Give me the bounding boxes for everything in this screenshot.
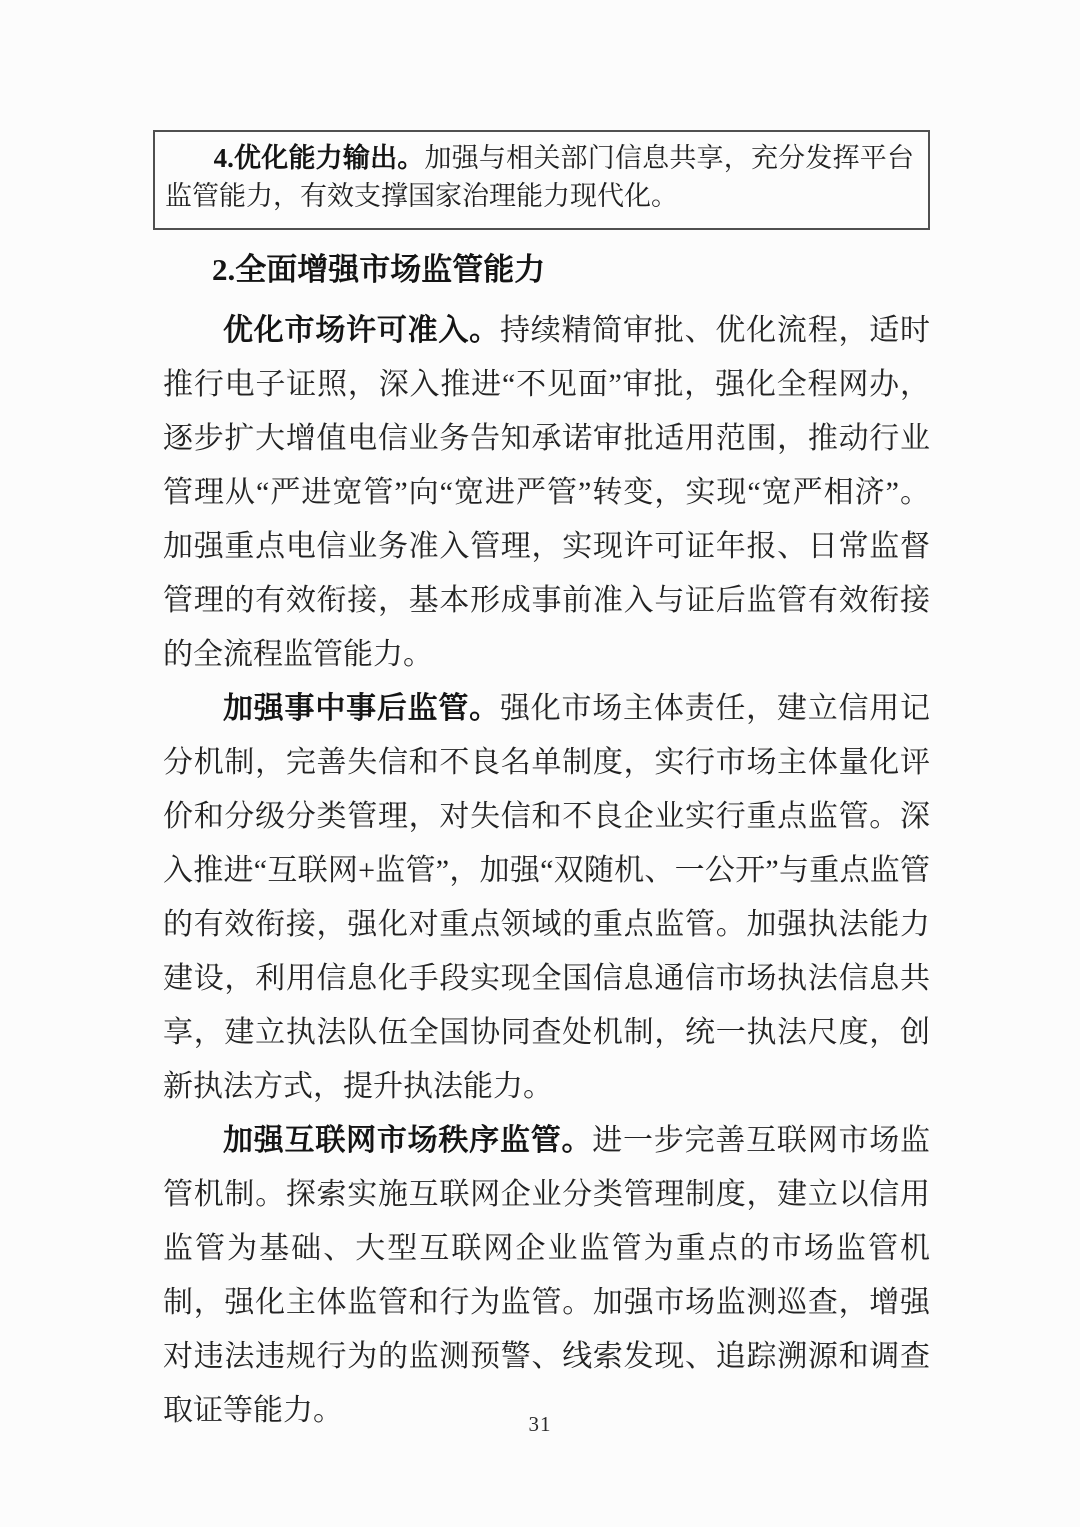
page-number: 31 — [528, 1412, 552, 1436]
callout-body: 加强与相关部门信息共享，充分发挥平台监管能力，有效支撑国家治理能力现代化。 — [165, 143, 915, 211]
callout-paragraph — [165, 139, 914, 215]
paragraph-market-access-body: 持续精简审批、优化流程，适时推行电子证照，深入推进“不见面”审批，强化全程网办，逐步扩大增值电信业务告知承诺审批适用范围，推动行业管理从“严进宽管”向“宽进严管”转变，实现“宽严相济”。加强重点电信业务准入管理，实现许可证年报、日常监督管理的有效衔接，基本形成事前准入与证后监管有效衔接的全流程监管能力。 — [163, 314, 931, 671]
paragraph-market-access-lead: 优化市场许可准入。 — [223, 314, 500, 347]
section-heading: 2.全面增强市场监管能力 — [212, 252, 546, 287]
paragraph-market-access — [163, 304, 930, 682]
paragraph-in-process-supervision-body: 强化市场主体责任，建立信用记分机制，完善失信和不良名单制度，实行市场主体量化评价和分级分类管理，对失信和不良企业实行重点监管。深入推进“互联网+监管”，加强“双随机、一公开”与重点监管的有效衔接，强化对重点领域的重点监管。加强执法能力建设，利用信息化手段实现全国信息通信市场执法信息共享，建立执法队伍全国协同查处机制，统一执法尺度，创新执法方式，提升执法能力。 — [163, 692, 931, 1103]
callout-box — [153, 130, 930, 230]
paragraph-internet-market-order — [163, 1114, 930, 1438]
paragraph-in-process-supervision — [163, 682, 930, 1114]
paragraph-internet-market-order-lead: 加强互联网市场秩序监管。 — [223, 1124, 593, 1157]
paragraph-in-process-supervision-lead: 加强事中事后监管。 — [223, 692, 500, 725]
callout-lead: 4.优化能力输出。 — [213, 143, 425, 173]
paragraph-internet-market-order-body: 进一步完善互联网市场监管机制。探索实施互联网企业分类管理制度，建立以信用监管为基础、大型互联网企业监管为重点的市场监管机制，强化主体监管和行为监管。加强市场监测巡查，增强对违法违规行为的监测预警、线索发现、追踪溯源和调查取证等能力。 — [163, 1124, 931, 1427]
page-content — [163, 130, 930, 1438]
